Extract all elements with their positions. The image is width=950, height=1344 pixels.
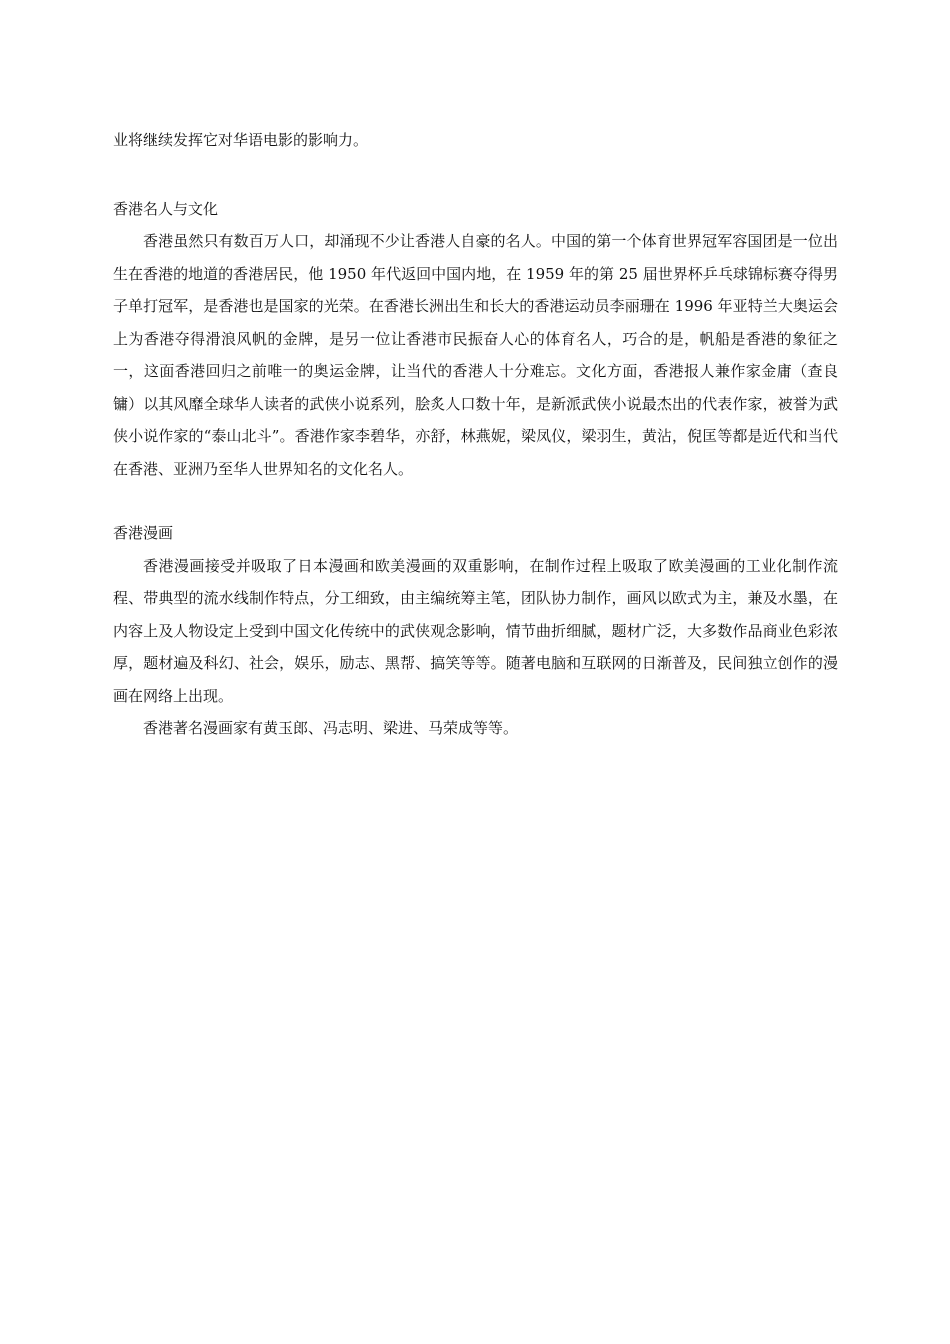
document-body xyxy=(113,124,838,745)
celebrities-culture-paragraph: 香港虽然只有数百万人口，却涌现不少让香港人自豪的名人。中国的第一个体育世界冠军容国团是一位出生在香港的地道的香港居民，他 1950 年代返回中国内地，在 1959 年的第 25 届世界杯乒乓球锦标赛夺得男子单打冠军，是香港也是国家的光荣。在香港长洲出生和长大的香港运动员李丽珊在 1996 年亚特兰大奥运会上为香港夺得滑浪风帆的金牌，是另一位让香港市民振奋人心的体育名人，巧合的是，帆船是香港的象征之一，这面香港回归之前唯一的奥运金牌，让当代的香港人十分难忘。文化方面，香港报人兼作家金庸（查良镛）以其风靡全球华人读者的武侠小说系列，脍炙人口数十年，是新派武侠小说最杰出的代表作家，被誉为武侠小说作家的“泰山北斗”。香港作家李碧华，亦舒，林燕妮，梁凤仪，梁羽生，黄沾，倪匡等都是近代和当代在香港、亚洲乃至华人世界知名的文化名人。 xyxy=(113,232,838,478)
comics-paragraph: 香港漫画接受并吸取了日本漫画和欧美漫画的双重影响，在制作过程上吸取了欧美漫画的工业化制作流程、带典型的流水线制作特点，分工细致，由主编统筹主笔，团队协力制作，画风以欧式为主，兼及水墨，在内容上及人物设定上受到中国文化传统中的武侠观念影响，情节曲折细腻，题材广泛，大多数作品商业色彩浓厚，题材遍及科幻、社会，娱乐，励志、黑帮、搞笑等等。随著电脑和互联网的日渐普及，民间独立创作的漫画在网络上出现。 xyxy=(113,556,838,705)
section-heading-celebrities-culture: 香港名人与文化 xyxy=(113,199,219,218)
continuation-paragraph: 业将继续发挥它对华语电影的影响力。 xyxy=(113,131,369,149)
comics-artists-paragraph: 香港著名漫画家有黄玉郎、冯志明、梁进、马荣成等等。 xyxy=(143,719,519,737)
section-spacer xyxy=(113,485,838,517)
section-heading-comics: 香港漫画 xyxy=(113,524,174,542)
section-spacer xyxy=(113,157,838,193)
